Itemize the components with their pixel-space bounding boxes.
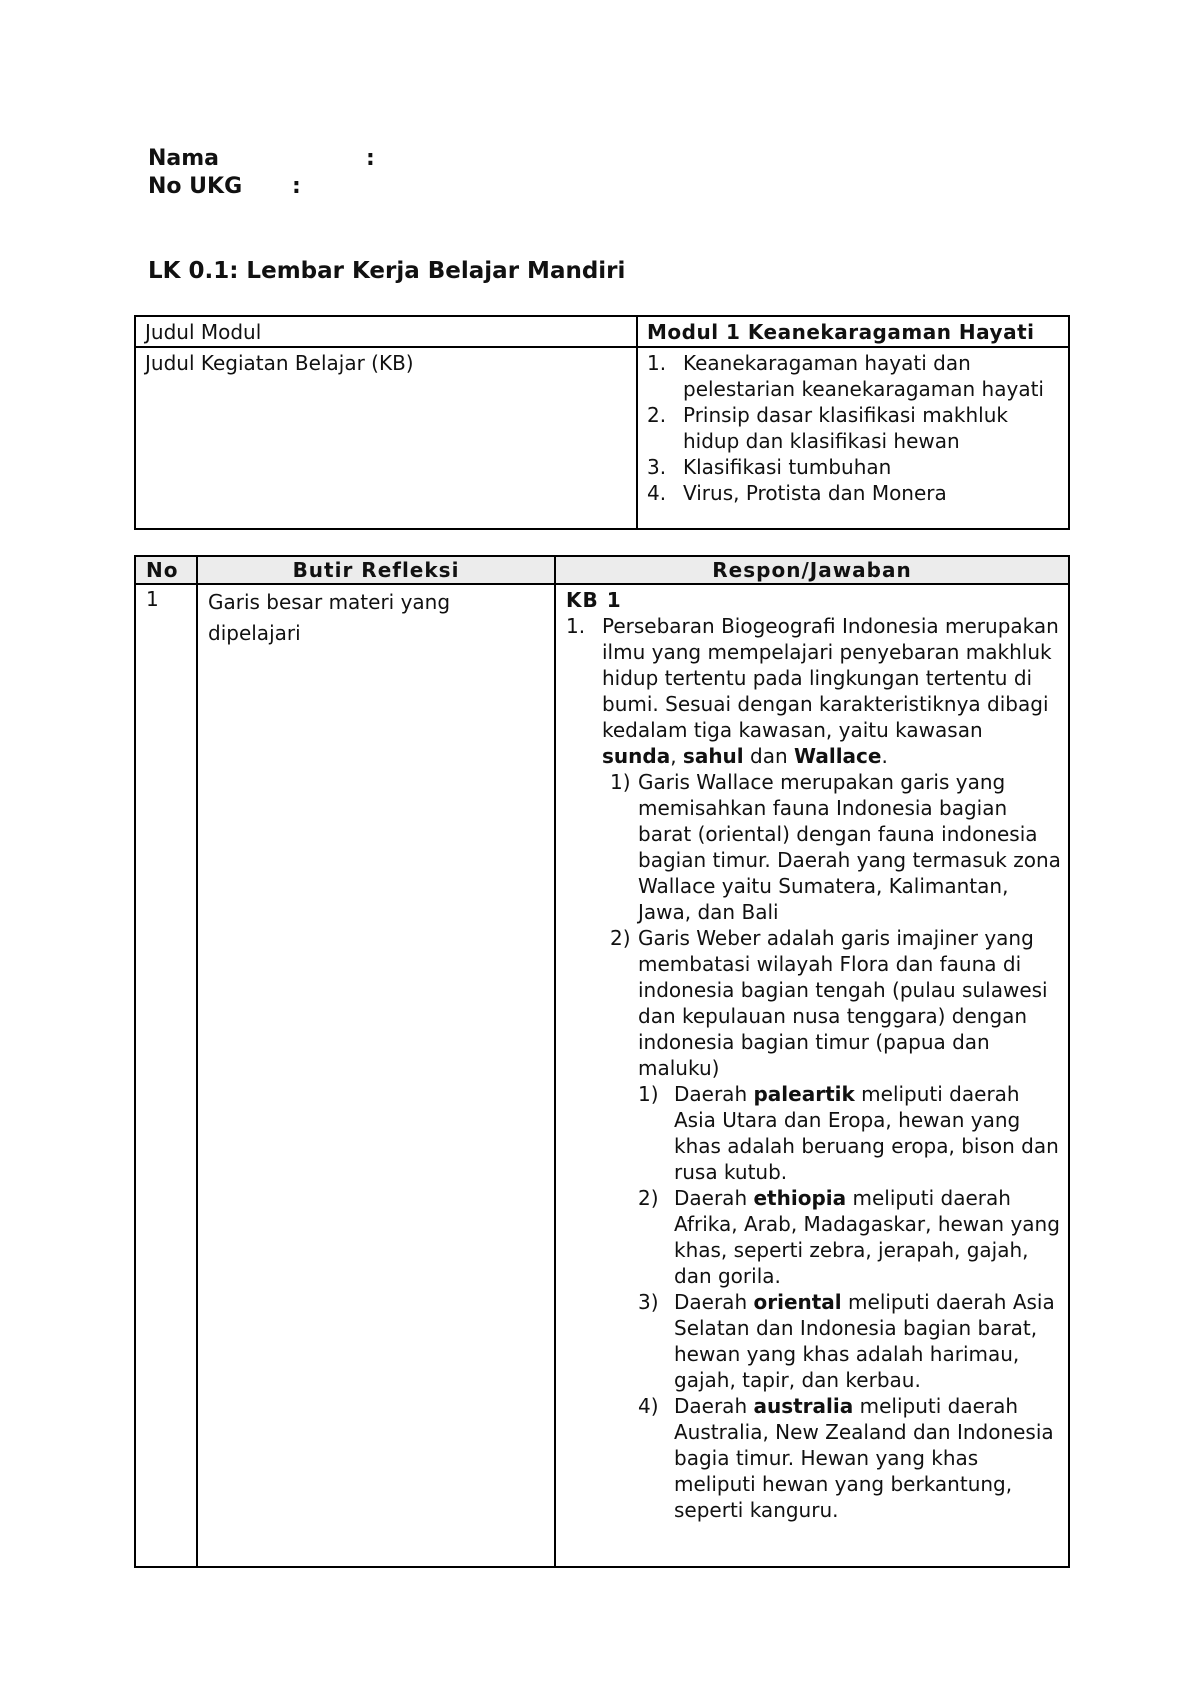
kb-list-cell — [637, 347, 1069, 529]
judul-modul-row — [135, 316, 1069, 347]
header-respon: Respon/Jawaban — [555, 556, 1069, 584]
nama-colon: : — [366, 146, 375, 171]
region-item: 3) Daerah oriental meliputi daerah Asia Selatan dan Indonesia bagian barat, hewan yang khas adalah harimau, gajah, tapir, dan kerbau. — [638, 1290, 1055, 1392]
region-item: 2) Daerah ethiopia meliputi daerah Afrika, Arab, Madagaskar, hewan yang khas, seperti zebra, jerapah, gajah, dan gorila. — [638, 1186, 1060, 1288]
header-butir: Butir Refleksi — [197, 556, 555, 584]
kb-list-item: 3. Klasifikasi tumbuhan — [647, 455, 892, 479]
row-response — [555, 584, 1069, 1567]
table-row — [135, 584, 1069, 1567]
kb-list — [647, 350, 1059, 506]
kb-list-item: 4. Virus, Protista dan Monera — [647, 481, 947, 505]
region-item: 4) Daerah australia meliputi daerah Australia, New Zealand dan Indonesia bagia timur. Hewan yang khas meliputi hewan yang berkantung, seperti kanguru. — [638, 1394, 1054, 1522]
row-butir: Garis besar materi yang dipelajari — [197, 584, 555, 1567]
table-header-row — [135, 556, 1069, 584]
kb-heading: KB 1 — [566, 588, 622, 612]
response-item: 1. Persebaran Biogeografi Indonesia merupakan ilmu yang mempelajari penyebaran makhluk hidup tertentu pada lingkungan tertentu di bumi. Sesuai dengan karakteristiknya dibagi kedalam tiga kawasan, yaitu kawasan sunda, sahul dan Wallace. 1) Garis Wallace merupakan garis yang memisahkan fauna Indonesia bagian barat (oriental) dengan fauna indonesia bagian timur. Daerah yang termasuk zona Wallace yaitu Sumatera, Kalimantan, Jawa, dan Bali 2) Garis Weber adalah garis imajiner yang membatasi wilayah Flora dan fauna di indonesia bagian tengah (pulau sulawesi dan kepulauan nusa tenggara) dengan indonesia bagian timur (papua dan maluku) 1) Daerah paleartik meliputi daerah Asia Utara dan Eropa, hewan yang khas adalah beruang eropa, bison dan rusa kutub. 2) Daerah ethiopia meliputi daerah Afrika, Arab, Madagaskar, hewan yang khas, seperti zebra, jerapah, gajah, dan gorila. 3) Daerah oriental meliputi daerah Asia Selatan dan Indonesia bagian barat, hewan yang khas adalah harimau, gajah, tapir, dan kerbau. 4) Daerah australia meliputi daerah Australia, New Zealand dan Indonesia bagia timur. Hewan yang khas meliputi hewan yang berkantung, seperti kanguru. — [566, 614, 1061, 1522]
kb-list-item: 1. Keanekaragaman hayati dan pelestarian keanekaragaman hayati — [647, 351, 1044, 401]
judul-modul-label: Judul Modul — [135, 316, 637, 347]
judul-kb-row — [135, 347, 1069, 529]
page-title: LK 0.1: Lembar Kerja Belajar Mandiri — [148, 258, 626, 284]
response-subitem: 2) Garis Weber adalah garis imajiner yang membatasi wilayah Flora dan fauna di indonesia bagian tengah (pulau sulawesi dan kepulauan nusa tenggara) dengan indonesia bagian timur (papua dan maluku) 1) Daerah paleartik meliputi daerah Asia Utara dan Eropa, hewan yang khas adalah beruang eropa, bison dan rusa kutub. 2) Daerah ethiopia meliputi daerah Afrika, Arab, Madagaskar, hewan yang khas, seperti zebra, jerapah, gajah, dan gorila. 3) Daerah oriental meliputi daerah Asia Selatan dan Indonesia bagian barat, hewan yang khas adalah harimau, gajah, tapir, dan kerbau. 4) Daerah australia meliputi daerah Australia, New Zealand dan Indonesia bagia timur. Hewan yang khas meliputi hewan yang berkantung, seperti kanguru. — [602, 925, 1062, 1523]
reflection-table — [134, 555, 1070, 1568]
judul-modul-value: Modul 1 Keanekaragaman Hayati — [637, 316, 1069, 347]
noukg-label: No UKG — [148, 174, 243, 199]
noukg-colon: : — [292, 174, 301, 199]
nama-line — [148, 146, 375, 171]
noukg-line — [148, 174, 301, 199]
row-number: 1 — [135, 584, 197, 1567]
judul-kb-label: Judul Kegiatan Belajar (KB) — [135, 347, 637, 529]
info-table — [134, 315, 1070, 530]
nama-label: Nama — [148, 146, 220, 171]
region-item: 1) Daerah paleartik meliputi daerah Asia Utara dan Eropa, hewan yang khas adalah beruang eropa, bison dan rusa kutub. — [638, 1082, 1059, 1184]
response-subitem: 1) Garis Wallace merupakan garis yang memisahkan fauna Indonesia bagian barat (oriental) dengan fauna indonesia bagian timur. Daerah yang termasuk zona Wallace yaitu Sumatera, Kalimantan, Jawa, dan Bali — [610, 770, 1061, 924]
header-no: No — [135, 556, 197, 584]
kb-list-item: 2. Prinsip dasar klasifikasi makhluk hidup dan klasifikasi hewan — [647, 403, 1008, 453]
